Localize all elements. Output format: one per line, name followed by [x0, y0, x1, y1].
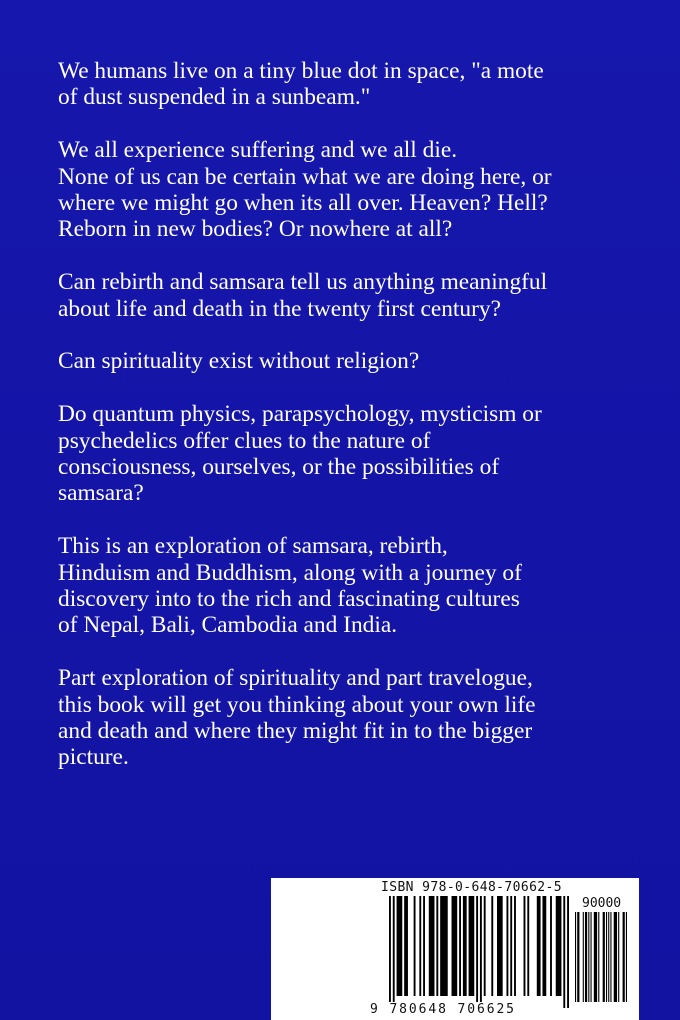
blurb-paragraph-7: Part exploration of spirituality and part travelogue, this book will get you thinking about your own life and death and where they might fit in to the bigger picture.	[58, 665, 536, 771]
barcode-bar	[614, 912, 617, 1002]
barcode-bar	[610, 912, 611, 1002]
barcode-bar	[598, 912, 599, 1002]
barcode-bar	[497, 896, 503, 996]
barcode-bar	[423, 896, 425, 996]
barcode-bar	[623, 912, 625, 1002]
isbn-label: ISBN 978-0-648-70662-5	[381, 880, 562, 895]
barcode-bar	[608, 912, 609, 1002]
barcode-bar	[506, 896, 508, 996]
barcode-guard-bar	[567, 896, 569, 1008]
barcode-bar	[542, 896, 546, 996]
barcode-bar	[469, 896, 475, 996]
blurb-paragraph-1: We humans live on a tiny blue dot in space, "a mote of dust suspended in a sunbeam."	[58, 58, 544, 111]
barcode-bar	[583, 912, 584, 1002]
barcode-guard-bar	[480, 896, 482, 1008]
barcode-bar	[537, 896, 541, 996]
blurb-paragraph-4: Can spirituality exist without religion?	[58, 348, 420, 375]
barcode-bar	[510, 896, 512, 996]
barcode-bar	[491, 896, 493, 996]
blurb-paragraph-2: We all experience suffering and we all die. None of us can be certain what we are doing here, or where we might go when its all over. Heaven? Hell? Reborn in new bodies? Or nowhere at all?	[58, 137, 552, 243]
barcode-bar	[414, 896, 416, 996]
barcode-guard-bar	[389, 896, 391, 1008]
barcode-bar	[463, 896, 467, 996]
barcode-bar	[603, 912, 605, 1002]
barcode-bar	[440, 896, 448, 996]
barcode-bar	[524, 896, 526, 996]
barcode-bar	[575, 912, 576, 1002]
barcode-bar	[550, 896, 552, 996]
barcode-bar	[556, 896, 562, 996]
price-addon-label: 90000	[582, 896, 622, 911]
barcode-bar	[618, 912, 619, 1002]
barcode-guard-bar	[563, 896, 565, 1008]
barcode-bar	[594, 912, 597, 1002]
barcode-guard-bar	[476, 896, 478, 1008]
barcode-bar	[590, 912, 591, 1002]
barcode-guard-bar	[393, 896, 395, 1008]
ean13-barcode	[389, 896, 569, 1008]
barcode-bar	[419, 896, 421, 996]
blurb-paragraph-5: Do quantum physics, parapsychology, mysticism or psychedelics offer clues to the nature of consciousness, ourselves, or the possibilities of samsara?	[58, 401, 542, 507]
barcode-bar	[452, 896, 458, 996]
barcode-bar	[606, 912, 607, 1002]
barcode-bar	[626, 912, 627, 1002]
barcode-bar	[397, 896, 403, 996]
barcode-bar	[429, 896, 435, 996]
blurb-paragraph-6: This is an exploration of samsara, rebirth, Hinduism and Buddhism, along with a journey of discovery into to the rich and fascinating cultures of Nepal, Bali, Cambodia and India.	[58, 533, 522, 639]
barcode-bar	[404, 896, 408, 996]
blurb-paragraph-3: Can rebirth and samsara tell us anything meaningful about life and death in the twenty first century?	[58, 269, 548, 322]
price-addon-barcode	[575, 912, 627, 1004]
blurb-text	[58, 58, 658, 797]
ean-digits: 9 780648 706625	[370, 1002, 516, 1017]
barcode-bar	[514, 896, 516, 996]
barcode-bar	[588, 912, 589, 1002]
barcode-panel	[271, 878, 639, 1020]
barcode-bar	[577, 912, 579, 1002]
barcode-bar	[459, 896, 461, 996]
barcode-bar	[436, 896, 438, 996]
barcode-bar	[527, 896, 529, 996]
barcode-bar	[484, 896, 486, 996]
barcode-bar	[585, 912, 587, 1002]
